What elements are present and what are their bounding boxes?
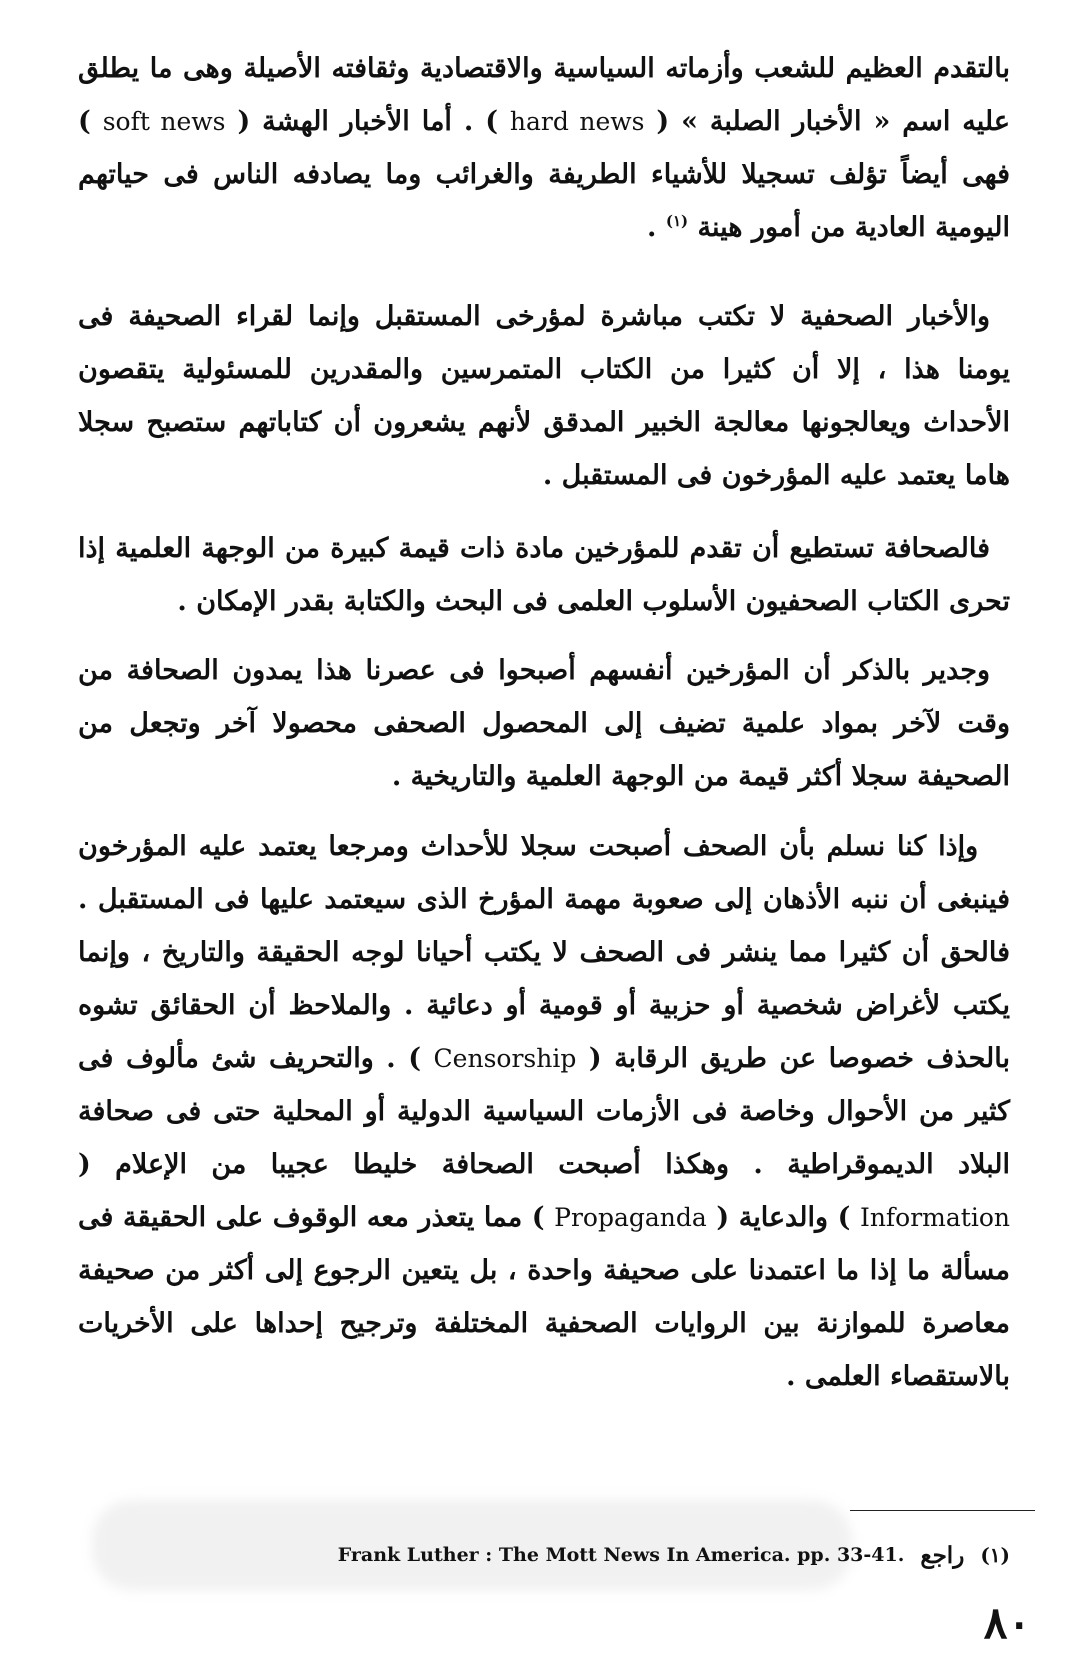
paragraph-5-text-c: ) والدعاية ( xyxy=(716,1202,851,1233)
paragraph-5-text-d: ) مما يتعذر معه الوقوف على الحقيقة فى مسألة ما إذا ما اعتمدنا على صحيفة واحدة ، بل يتعين الرجوع إلى أكثر من صحيفة معاصرة للموازنة بين الروايات الصحفية المختلفة وترجيح إحداها على الأخريات بالاستقصاء العلمى . xyxy=(78,1202,1010,1392)
term-information: Information xyxy=(859,1203,1010,1232)
footnote-reference[interactable]: (١) xyxy=(665,212,689,230)
paragraph-3 xyxy=(78,522,1010,628)
paragraph-1-end: . xyxy=(647,212,657,243)
paragraph-1-text-b: ) . أما الأخبار الهشة ( xyxy=(237,106,498,137)
paragraph-1-text-a: بالتقدم العظيم للشعب وأزماته السياسية والاقتصادية وثقافته الأصيلة وهى ما يطلق عليه اسم « الأخبار الصلبة » ( xyxy=(78,53,1010,137)
paragraph-5-text-b: ) . والتحريف شئ مألوف فى كثير من الأحوال وخاصة فى الأزمات السياسية الدولية أو المحلية حتى فى صحافة البلاد الديموقراطية . وهكذا أصبحت الصحافة خليطا عجيبا من الإعلام ( xyxy=(78,1043,1010,1180)
footnote-marker: (١) xyxy=(980,1543,1010,1567)
paragraph-3-text: فالصحافة تستطيع أن تقدم للمؤرخين مادة ذات قيمة كبيرة من الوجهة العلمية إذا تحرى الكتاب الصحفيون الأسلوب العلمى فى البحث والكتابة بقدر الإمكان . xyxy=(78,533,1010,617)
paragraph-4 xyxy=(78,644,1010,803)
term-hard-news: hard news xyxy=(509,107,645,136)
term-soft-news: soft news xyxy=(102,107,226,136)
paragraph-1-text-c: ) فهى أيضاً تؤلف تسجيلا للأشياء الطريفة والغرائب وما يصادفه الناس فى حياتهم اليومية العادية من أمور هينة xyxy=(78,106,1010,243)
footnote-arabic-text: راجع xyxy=(920,1541,965,1569)
paragraph-2 xyxy=(78,290,1010,502)
term-propaganda: Propaganda xyxy=(554,1203,707,1232)
term-censorship: Censorship xyxy=(433,1044,577,1073)
footnote-divider xyxy=(850,1510,1035,1511)
footnote xyxy=(290,1538,1010,1572)
page-number: ٨٠ xyxy=(983,1598,1031,1649)
paragraph-1 xyxy=(78,42,1010,254)
paragraph-5-text-a: وإذا كنا نسلم بأن الصحف أصبحت سجلا للأحداث ومرجعا يعتمد عليه المؤرخون فينبغى أن ننبه الأذهان إلى صعوبة مهمة المؤرخ الذى سيعتمد عليها فى المستقبل . فالحق أن كثيرا مما ينشر فى الصحف لا يكتب أحيانا لوجه الحقيقة والتاريخ ، وإنما يكتب لأغراض شخصية أو حزبية أو قومية أو دعائية . والملاحظ أن الحقائق تشوه بالحذف خصوصا عن طريق الرقابة ( xyxy=(78,831,1010,1074)
footnote-citation: Frank Luther : The Mott News In America. pp. 33-41. xyxy=(337,1544,905,1566)
paragraph-2-text: والأخبار الصحفية لا تكتب مباشرة لمؤرخى المستقبل وإنما لقراء الصحيفة فى يومنا هذا ، إلا أن كثيرا من الكتاب المتمرسين والمقدرين للمسئولية يتقصون الأحداث ويعالجونها معالجة الخبير المدقق لأنهم يشعرون أن كتاباتهم ستصبح سجلا هاما يعتمد عليه المؤرخون فى المستقبل . xyxy=(78,301,1010,491)
paragraph-4-text: وجدير بالذكر أن المؤرخين أنفسهم أصبحوا فى عصرنا هذا يمدون الصحافة من وقت لآخر بمواد علمية تضيف إلى المحصول الصحفى محصولا آخر وتجعل من الصحيفة سجلا أكثر قيمة من الوجهة العلمية والتاريخية . xyxy=(78,655,1010,792)
paragraph-5 xyxy=(78,820,1010,1403)
